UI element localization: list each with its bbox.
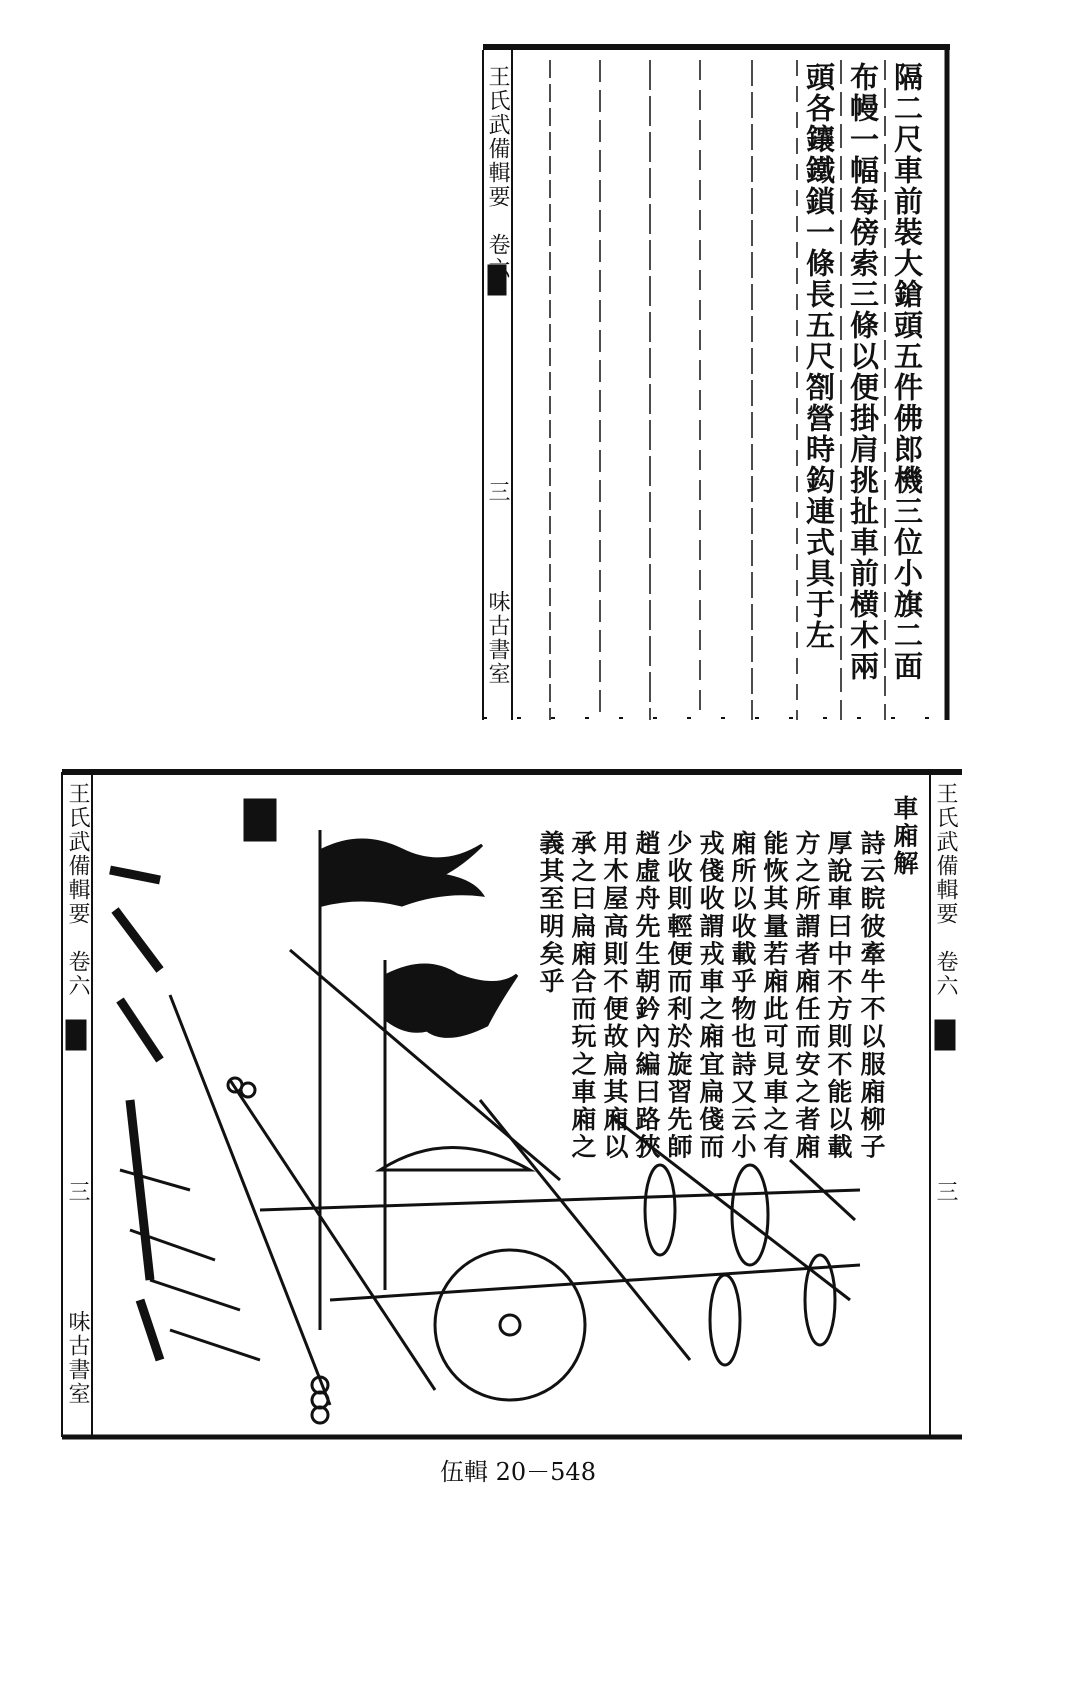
margin-title-right: 王氏武備輯要 卷六 (933, 782, 958, 998)
text-column: 能恢其量若廂此可見車之有 (760, 830, 789, 1162)
section-heading: 車廂解 (890, 795, 919, 878)
footer-page-reference: 伍輯 20－548 (440, 1458, 596, 1486)
text-column: 詩云睆彼牽牛不以服廂柳子 (857, 830, 886, 1162)
margin-page-number: 三 (485, 480, 510, 504)
text-column: 隔二尺車前裝大鎗頭五件佛郎機三位小旗二面 (890, 62, 924, 682)
margin-title: 王氏武備輯要 卷六 (485, 65, 510, 281)
margin-page-number-left: 三 (65, 1180, 90, 1204)
text-column: 少收則輕便而利於旋習先師 (664, 830, 693, 1162)
text-column: 布幔一幅每傍索三條以便掛肩挑扯車前横木兩 (846, 62, 880, 682)
text-column: 承之曰扁廂合而玩之車廂之 (568, 830, 597, 1162)
text-column: 方之所謂者廂任而安之者廂 (792, 830, 821, 1162)
margin-publisher: 味古書室 (485, 590, 510, 686)
text-column: 頭各鑲鐵鎖一條長五尺劄營時鈎連式具于左 (802, 62, 836, 651)
text-column: 義其至明矣乎 (536, 830, 565, 996)
text-column: 厚說車曰中不方則不能以載 (824, 830, 853, 1162)
margin-page-number-right: 三 (933, 1180, 958, 1204)
text-column: 戎俴收謂戎車之廂宜扁俴而 (696, 830, 725, 1162)
text-column: 用木屋高則不便故扁其廂以 (600, 830, 629, 1162)
text-column: 廂所以收載乎物也詩又云小 (728, 830, 757, 1162)
margin-title-left: 王氏武備輯要 卷六 (65, 782, 90, 998)
text-column: 趙虛舟先生朝鈐內編曰路狹 (632, 830, 661, 1162)
margin-publisher-left: 味古書室 (65, 1310, 90, 1406)
